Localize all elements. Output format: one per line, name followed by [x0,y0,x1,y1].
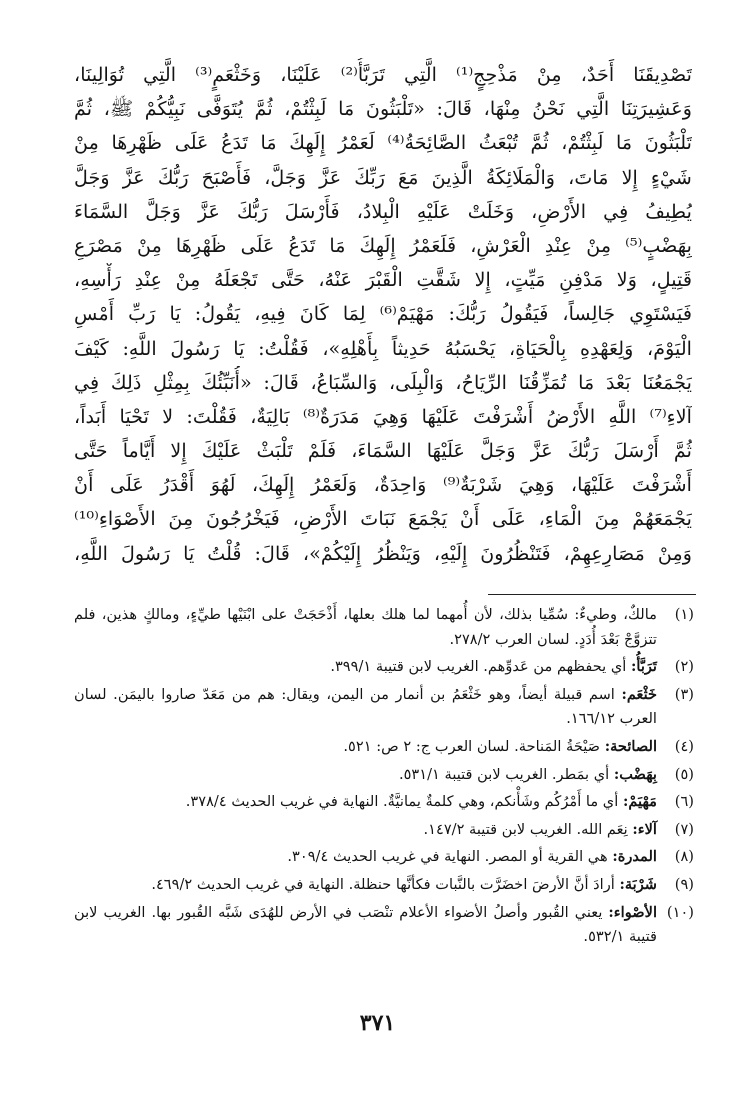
footnote-number: (١) [674,606,694,623]
text-line: وَعَشِيرَتِنَا الَّتِي نَحْنُ مِنْهَا، قَالَ: «تَلْبَثُونَ مَا لَبِثْتُمْ، ثُمَّ يُتَوَفَّى نَبِيُّكُمْ ﷺ، ثُمَّ [74,97,692,121]
footnote-body: هي القرية أو المصر. النهاية في غريب الحديث ٣٠٩/٤. [287,848,608,866]
footnote-number: (٧) [674,820,694,838]
footnote-term: الصائحة: [604,737,657,755]
footnote-text [74,683,657,732]
footnote-body: أي بمَطر. الغريب لابن قتيبة ٥٣١/١. [398,765,610,783]
text-line: أَشْرَفْتَ عَلَيْهَا، وَهِيَ شَرْبَةٌ⁽⁹⁾ وَاحِدَةٌ، وَلَعَمْرُ إِلَهِكَ، لَهُوَ أَقْدَرُ عَلَى أَنْ [74,473,692,497]
footnote [74,735,694,760]
text-line: الْيَوْمَ، وَلِعَهْدِهِ بِالْحَيَاةِ، يَحْسَبُهُ حَدِيثاً بِأَهْلِهِ»، فَقُلْتُ: يَا رَسُولَ اللَّهِ: كَيْفَ [74,336,692,360]
footnote-body: أرادَ أنَّ الأرضَ اخضَرَّت بالنَّبات فكأنَّها حنظلة. النهاية في غريب الحديث ٤٦٩/٢. [151,875,615,893]
footnote-term: المدرة: [612,848,657,866]
footnote-term: شَرْبَة: [619,875,657,893]
text-line: تَلْبَثُونَ مَا لَبِثْتُمْ، ثُمَّ تُبْعَثُ الصَّائِحَةُ⁽⁴⁾ لَعَمْرُ إِلَهِكَ مَا تَدَعُ عَلَى ظَهْرِهَا مِنْ [74,131,692,155]
footnote-term: تَرَبَّأُ: [630,658,657,676]
text-line: آلاءِ⁽⁷⁾ اللَّهِ الأَرْضُ أَشْرَفْتَ عَلَيْهَا وَهِيَ مَدَرَةٌ⁽⁸⁾ بَالِيَةٌ، فَقُلْتَ: لا تَحْيَا أَبَداً، [74,404,692,428]
footnote-text [74,873,657,898]
text-line: فَيَسْتَوِي جَالِساً، فَيَقُولُ رَبُّكَ: مَهْيَمْ⁽⁶⁾ لِمَا كَانَ فِيهِ، يَقُولُ: يَا رَبِّ أَمْسِ [74,302,692,326]
page-number: ٣٧١ [359,1010,396,1036]
footnote-term: الأصْواء: [608,903,658,921]
footnote [74,603,694,652]
footnote-number: (٥) [674,765,694,783]
text-line: بِهَضْبٍ⁽⁵⁾ مِنْ عِنْدِ الْعَرْشِ، فَلَعَمْرُ إِلَهِكَ مَا تَدَعُ عَلَى ظَهْرِهَا مِنْ مَصْرَعِ [74,233,692,257]
footnote-number: (٨) [674,848,694,866]
footnote-text [74,845,657,870]
footnote-text [74,763,657,788]
footnote-body: اسم قبيلة أيضاً، وهو خَثْعَمُ بن أنمار من اليمن، ويقال: هم من مَعَدّ صاروا باليمَن. لسان العرب ١٦٦/١٢. [74,685,657,728]
footnote-number: (٢) [674,658,694,676]
footnote-text [74,655,657,680]
footnote-text [74,790,657,815]
footnote-body: مالكٌ، وطيءٌ: سُمِّيا بذلك، لأن أُمهما لما هلك بعلها، أَذْحَجَتْ على ابْنَيْها طيِّءٍ، ومالكٍ هذين، فلم تتزوَّجْ بَعْدَ أُدَدٍ. لسان العرب ٢٧٨/٢. [74,606,657,648]
text-line: يُطِيفُ فِي الأَرْضِ، وَخَلَتْ عَلَيْهِ الْبِلادُ، فَأَرْسَلَ رَبُّكَ عَزَّ وَجَلَّ السَّمَاءَ [74,199,692,223]
text-line: شَيْءٍ إِلا مَاتَ، وَالْمَلَائِكَةُ الَّذِينَ مَعَ رَبِّكَ عَزَّ وَجَلَّ، فَأَصْبَحَ رَبُّكَ عَزَّ وَجَلَّ [74,165,692,189]
footnote-text [74,901,657,950]
footnote-number: (٦) [674,793,694,811]
footnote-separator [488,594,696,595]
footnote-text [74,818,657,843]
footnote-body: صَيْحَةُ المَناحة. لسان العرب ج: ٢ ص: ٥٢١. [343,737,601,755]
footnote [74,901,694,950]
text-line: قَتِيلٍ، وَلا مَدْفِنِ مَيِّتٍ، إِلا شَقَّتِ الْقَبْرَ عَنْهُ، حَتَّى تَجْعَلَهُ مِنْ عِنْدِ رَأْسِهِ، [74,268,692,292]
footnote [74,873,694,898]
footnote-term: خَثْعَم: [621,685,658,703]
footnote-body: يعني القُبور وأصلُ الأضواء الأعلام تنْصَب في الأرض للهُدَى شَبَّه القُبور بها. الغريب لابن قتيبة ٥٣٢/١. [74,903,657,946]
footnote [74,845,694,870]
text-line: يَجْمَعَهُمْ مِنَ الْمَاءِ، عَلَى أَنْ يَجْمَعَ نَبَاتَ الأَرْضِ، فَيَخْرُجُونَ مِنَ الأَصْوَاءِ⁽¹⁰⁾ [74,507,692,531]
text-line: تَصْدِيقَنَا أَحَدٌ، مِنْ مَذْحِجٍ⁽¹⁾ الَّتِي تَرَبَّأُ⁽²⁾ عَلَيْنَا، وَخَثْعَمٍ⁽³⁾ الَّتِي تُوَالِينَا، [74,63,692,86]
footnote-number: (٩) [674,875,694,893]
text-line: يَجْمَعُنَا بَعْدَ مَا تُمَزِّقُنَا الرِّيَاحُ، وَالْبِلَى، وَالسِّبَاعُ، قَالَ: «أُنَبِّئُكَ بِمِثْلِ ذَلِكَ فِي [74,370,692,394]
footnote-term: مَهْيَمْ: [622,793,657,811]
footnotes [74,603,694,953]
footnote-body: أي ما أَمْرُكُم وشَأْنكم، وهي كلمةٌ يمانيَّةٌ. النهاية في غريب الحديث ٣٧٨/٤. [185,793,619,811]
footnote [74,655,694,680]
main-text [74,58,692,571]
footnote-body: نِعَم الله. الغريب لابن قتيبة ١٤٧/٢. [423,820,628,838]
footnote [74,790,694,815]
footnote-text [74,735,657,760]
footnote-number: (٤) [674,737,694,755]
footnote [74,683,694,732]
footnote-text [74,603,657,652]
footnote [74,763,694,788]
text-line: ثُمَّ أَرْسَلَ رَبُّكَ عَزَّ وَجَلَّ عَلَيْهَا السَّمَاءَ، فَلَمْ تَلْبَثْ عَلَيْكَ إِلا أَيَّاماً حَتَّى [74,439,692,463]
footnote-number: (٣) [674,685,694,703]
footnote-number: (١٠) [666,903,694,921]
footnote-term: بِهَضْب: [613,765,657,783]
footnote [74,818,694,843]
footnote-body: أي يحفظهم من عَدوِّهم. الغريب لابن قتيبة ٣٩٩/١. [330,658,627,676]
text-line: وَمِنْ مَصَارِعِهِمْ، فَتَنْظُرُونَ إِلَيْهِ، وَيَنْظُرُ إِلَيْكُمْ»، قَالَ: قُلْتُ يَا رَسُولَ اللَّهِ، [74,541,692,565]
footnote-term: آلاء: [632,820,657,838]
